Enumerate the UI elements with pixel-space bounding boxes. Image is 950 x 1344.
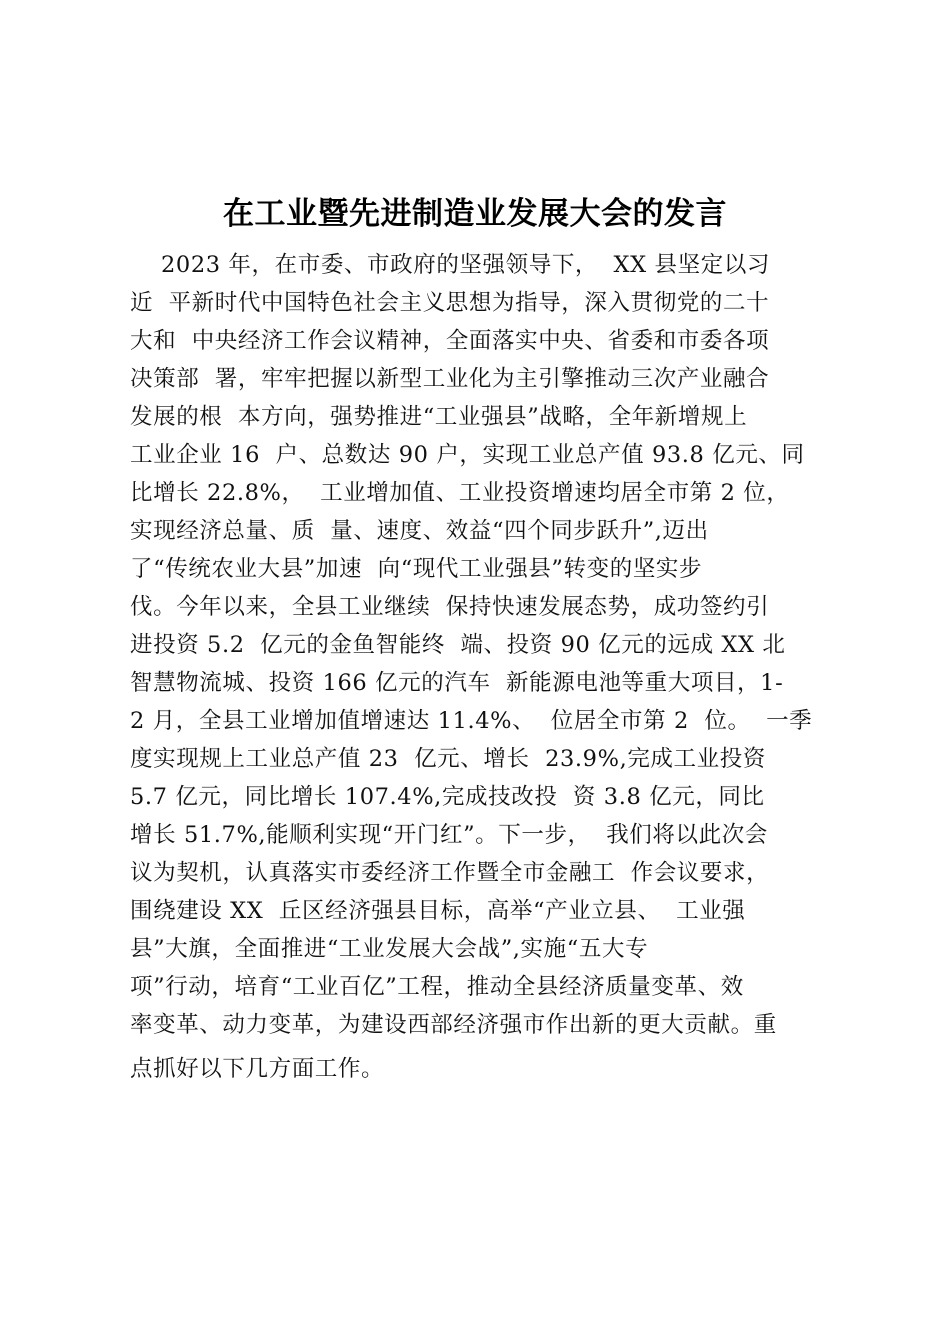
paragraph-line: 围绕建设 XX 丘区经济强县目标，高举“产业立县、 工业强 [130,898,746,924]
paragraph-line: 县”大旗，全面推进“工业发展大会战”,实施“五大专 [130,936,649,962]
paragraph-line: 议为契机，认真落实市委经济工作暨全市金融工 作会议要求， [130,860,770,886]
paragraph-line: 实现经济总量、质 量、速度、效益“四个同步跃升”,迈出 [130,518,709,544]
paragraph-line: 项”行动，培育“工业百亿”工程，推动全县经济质量变革、效 [130,974,744,1000]
paragraph-line: 发展的根 本方向，强势推进“工业强县”战略，全年新增规上 [130,404,748,430]
document-title: 在工业暨先进制造业发展大会的发言 [223,196,727,232]
paragraph-line: 智慧物流城、投资 166 亿元的汽车 新能源电池等重大项目，1- [130,670,784,696]
paragraph-line: 2 月，全县工业增加值增速达 11.4%、 位居全市第 2 位。 一季 [130,708,813,734]
paragraph-line: 2023 年，在市委、市政府的坚强领导下， XX 县坚定以习 [130,252,771,278]
paragraph-line: 增长 51.7%,能顺利实现“开门红”。下一步， 我们将以此次会 [130,822,768,848]
paragraph-line: 伐。今年以来，全县工业继续 保持快速发展态势，成功签约引 [130,594,770,620]
paragraph-line: 进投资 5.2 亿元的金鱼智能终 端、投资 90 亿元的远成 XX 北 [130,632,786,658]
paragraph-line: 点抓好以下几方面工作。 [130,1056,385,1082]
paragraph-line: 决策部 署，牢牢把握以新型工业化为主引擎推动三次产业融合 [130,366,770,392]
paragraph-line: 近 平新时代中国特色社会主义思想为指导，深入贯彻党的二十 [130,290,770,316]
paragraph-line: 大和 中央经济工作会议精神，全面落实中央、省委和市委各项 [130,328,770,354]
paragraph-line: 比增长 22.8%， 工业增加值、工业投资增速均居全市第 2 位， [130,480,790,506]
document-body [130,246,830,1088]
paragraph-line: 5.7 亿元，同比增长 107.4%,完成技改投 资 3.8 亿元，同比 [130,784,765,810]
paragraph-line: 度实现规上工业总产值 23 亿元、增长 23.9%,完成工业投资 [130,746,766,772]
paragraph-line: 率变革、动力变革，为建设西部经济强市作出新的更大贡献。重 [130,1012,777,1038]
paragraph-line: 了“传统农业大县”加速 向“现代工业强县”转变的坚实步 [130,556,703,582]
paragraph-line: 工业企业 16 户、总数达 90 户，实现工业总产值 93.8 亿元、同 [130,442,805,468]
